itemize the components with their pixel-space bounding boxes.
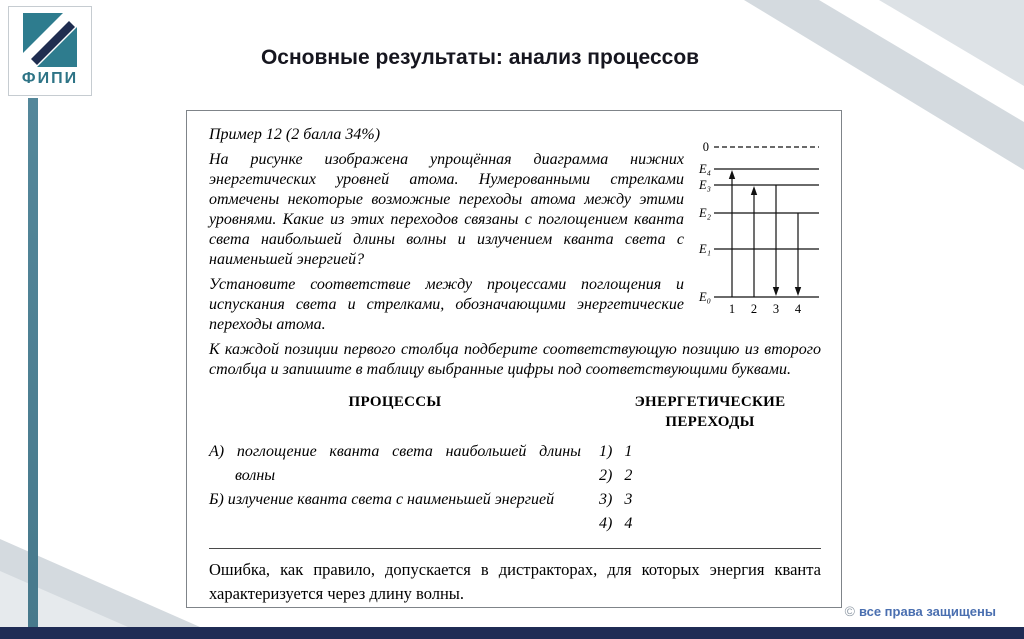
fipi-logo	[8, 6, 92, 96]
fipi-logo-text: ФИПИ	[21, 70, 79, 87]
fipi-logo-icon	[23, 13, 77, 67]
transitions-column	[581, 392, 821, 536]
divider	[209, 548, 821, 549]
problem-paragraph-3: К каждой позиции первого столбца подберите соответствующую позицию из второго столбца и запишите в таблицу выбранные цифры под соответствующими буквами.	[209, 341, 821, 378]
arrow-number-2: 2	[750, 302, 758, 316]
level-label-e2: E₂	[699, 206, 711, 220]
process-item-b: Б) излучение кванта света с наименьшей энергией	[209, 491, 555, 508]
problem-paragraph-2: Установите соответствие между процессами поглощения и испускания света и стрелками, обозначающими энергетические переходы атома.	[209, 276, 684, 333]
level-label-0: 0	[702, 140, 709, 154]
arrow-head-up-2	[751, 186, 757, 195]
transition-option-1: 1) 1	[599, 443, 633, 460]
problem-card	[186, 110, 842, 608]
page-title: Основные результаты: анализ процессов	[260, 46, 700, 69]
arrow-head-down-3	[773, 287, 779, 296]
transition-option-2: 2) 2	[599, 467, 633, 484]
process-item-a: А) поглощение кванта света наибольшей длины волны	[209, 443, 581, 484]
problem-paragraph-1: На рисунке изображена упрощённая диаграмма нижних энергетических уровней атома. Нумерованными стрелками отмечены некоторые возможные переходы атома между этими уровнями. Какие из этих переходов связаны с поглощением кванта света наибольшей длины волны и излучением кванта света с наименьшей энергией?	[209, 151, 684, 268]
error-note: Ошибка, как правило, допускается в дистракторах, для которых энергия кванта характеризуется через длину волны.	[209, 560, 821, 603]
processes-header: ПРОЦЕССЫ	[348, 394, 442, 410]
arrow-head-up-1	[729, 170, 735, 179]
level-label-e0: E₀	[699, 290, 711, 304]
transition-option-3: 3) 3	[599, 491, 633, 508]
bottom-bar	[0, 627, 1024, 639]
arrow-number-3: 3	[772, 302, 780, 316]
energy-levels-svg	[696, 137, 821, 322]
arrow-number-1: 1	[728, 302, 736, 316]
copyright-text: все права защищены	[858, 603, 996, 619]
processes-column	[209, 392, 581, 536]
level-label-e3: E₃	[699, 178, 711, 192]
level-label-e1: E₁	[699, 242, 711, 256]
arrow-number-4: 4	[794, 302, 802, 316]
transition-option-4: 4) 4	[599, 515, 633, 532]
matching-table	[209, 392, 821, 536]
energy-level-diagram	[696, 137, 821, 327]
arrow-head-down-4	[795, 287, 801, 296]
left-accent-stripe	[28, 98, 38, 627]
level-label-e4: E₄	[699, 162, 711, 176]
transitions-header: ЭНЕРГЕТИЧЕСКИЕ ПЕРЕХОДЫ	[634, 394, 786, 430]
example-header: Пример 12 (2 балла 34%)	[209, 126, 381, 143]
copyright	[845, 603, 996, 619]
copyright-icon: ©	[844, 603, 855, 619]
